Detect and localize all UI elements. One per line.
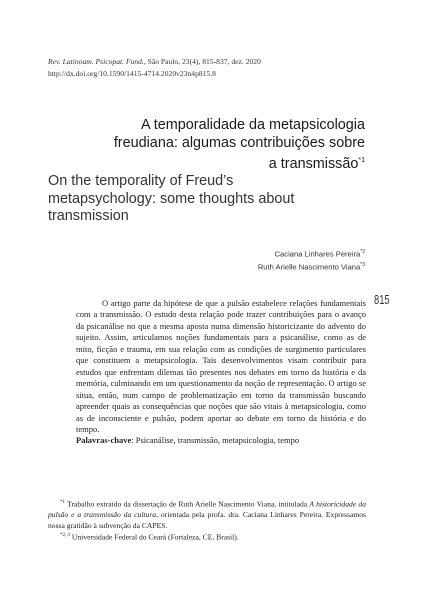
doi-link[interactable]: http://dx.doi.org/10.1590/1415-4714.2020v23n4p815.8 (48, 68, 216, 78)
footnotes (48, 498, 366, 543)
author-1: Caciana Linhares Pereira$^{*2}$ (274, 249, 365, 259)
title-en-line-1: On the temporality of Freud’s (48, 173, 234, 189)
footnote-2: $^{*2, 3}$ Universidade Federal do Ceará (Fortaleza, CE, Brasil). (60, 532, 239, 542)
journal-citation (48, 56, 261, 68)
title-pt-line-1: A temporalidade da metapsicologia (141, 117, 365, 133)
title-en-line-2: metapsychology: some thoughts about (48, 190, 295, 207)
journal-header (48, 56, 261, 79)
title-footnote-marker[interactable]: *1 (358, 157, 365, 164)
keywords-list: : Psicanálise, transmissão, metapsicologia, tempo (131, 435, 300, 446)
authors-block (258, 247, 365, 273)
author-1-marker[interactable]: *2 (360, 249, 365, 255)
footnote-1: $^{*1}$ Trabalho extraído da dissertação de Ruth Arielle Nascimento Viana, intitulada A historicidade da pulsão e a transmissão da cultura, orientada pela profa. dra. Caciana Linhares Pereira. Expressamos nossa gratidão à subvenção da CAPES. (48, 499, 366, 530)
title-pt-line-3: a transmissão$^{*1}$ (268, 155, 365, 172)
keywords-label: Palavras-chave (76, 435, 132, 446)
author-2-marker[interactable]: *3 (360, 262, 365, 269)
title-pt-line-2: freudiana: algumas contribuições sobre (113, 134, 365, 151)
abstract-text: O artigo parte da hipótese de que a pulsão estabelece relações fundamentais com a transmissão. O estudo desta relação pode trazer contribuições para o avanço da psicanálise no que a mesma aposta numa dimensão historicizante do advento do sujeito. Assim, articulamos noções fundamentais para a psicanálise, como as de mito, ficção e trauma, em sua relação com as condições de surgimento particulares que constituem a metapsicologia. Tais desenvolvimentos visam contribuir para estudos que enfrentam dilemas tão presentes nos debates em torno da história e da memória, culminando em um questionamento da noção de representação. O artigo se situa, então, num campo de problematização em torno da transmissão buscando apreender quais as consequências que noções que são vitais à metapsicologia, como as de inconsciente e pulsão, podem aportar ao debate em torno da história e do tempo. (76, 298, 366, 434)
footnote-1-marker: *1 (60, 500, 65, 505)
author-2: Ruth Arielle Nascimento Viana$^{*3}$ (257, 262, 365, 272)
title-en-line-3: transmission (48, 208, 129, 224)
footnote-1-italic-title: A historicidade da pulsão e a transmissão da cultura (48, 499, 366, 520)
title-portuguese (65, 117, 365, 173)
keywords (76, 435, 366, 446)
abstract (76, 298, 366, 447)
citation-details: , São Paulo, 23(4), 815-837, dez. 2020 (143, 57, 261, 66)
journal-name: Rev. Latinoam. Psicopat. Fund. (48, 57, 144, 66)
footnote-2-marker: *2, 3 (60, 533, 70, 539)
title-english (48, 173, 348, 226)
page-number: 815 (374, 293, 390, 307)
